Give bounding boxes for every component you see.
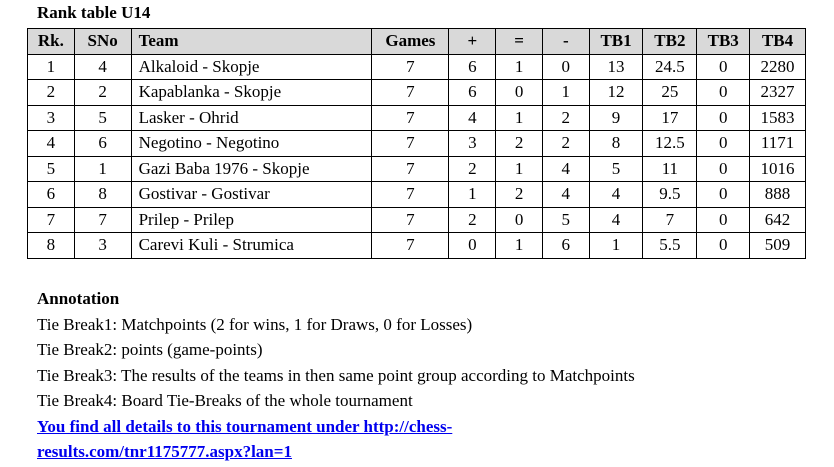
cell-tb3: 0 [697, 182, 750, 208]
header-games: Games [372, 29, 449, 55]
table-row [28, 105, 806, 131]
tie-break-3-note: Tie Break3: The results of the teams in then same point group according to Matchpoints [37, 365, 635, 385]
header-losses: - [542, 29, 589, 55]
cell-draws: 0 [496, 80, 543, 106]
header-team: Team [131, 29, 372, 55]
cell-team: Negotino - Negotino [131, 131, 372, 157]
rank-table-title: Rank table U14 [37, 3, 151, 22]
table-row [28, 54, 806, 80]
table-row [28, 131, 806, 157]
header-draws: = [496, 29, 543, 55]
header-tb4: TB4 [750, 29, 806, 55]
cell-games: 7 [372, 182, 449, 208]
cell-rank: 1 [28, 54, 75, 80]
cell-losses: 5 [542, 207, 589, 233]
tournament-link-part-1[interactable]: You find all details to this tournament under http://chess- [37, 416, 453, 436]
cell-team: Alkaloid - Skopje [131, 54, 372, 80]
cell-tb3: 0 [697, 156, 750, 182]
cell-wins: 2 [449, 156, 496, 182]
cell-games: 7 [372, 207, 449, 233]
cell-tb2: 7 [643, 207, 697, 233]
cell-sno: 3 [74, 233, 131, 259]
cell-tb4: 2280 [750, 54, 806, 80]
cell-team: Gazi Baba 1976 - Skopje [131, 156, 372, 182]
tie-break-1-note: Tie Break1: Matchpoints (2 for wins, 1 for Draws, 0 for Losses) [37, 314, 473, 334]
table-row [28, 233, 806, 259]
cell-tb2: 12.5 [643, 131, 697, 157]
cell-games: 7 [372, 80, 449, 106]
cell-rank: 2 [28, 80, 75, 106]
cell-tb2: 9.5 [643, 182, 697, 208]
cell-losses: 1 [542, 80, 589, 106]
cell-tb4: 2327 [750, 80, 806, 106]
cell-wins: 2 [449, 207, 496, 233]
cell-tb2: 24.5 [643, 54, 697, 80]
cell-draws: 2 [496, 182, 543, 208]
cell-tb3: 0 [697, 131, 750, 157]
cell-wins: 0 [449, 233, 496, 259]
cell-losses: 4 [542, 156, 589, 182]
table-header-row [28, 29, 806, 55]
cell-draws: 1 [496, 54, 543, 80]
table-body [28, 54, 806, 258]
cell-tb4: 1583 [750, 105, 806, 131]
rank-table [27, 28, 806, 259]
header-tb3: TB3 [697, 29, 750, 55]
header-tb1: TB1 [589, 29, 643, 55]
cell-tb1: 1 [589, 233, 643, 259]
cell-tb1: 5 [589, 156, 643, 182]
table-row [28, 156, 806, 182]
cell-draws: 1 [496, 156, 543, 182]
cell-games: 7 [372, 233, 449, 259]
cell-tb4: 642 [750, 207, 806, 233]
cell-sno: 6 [74, 131, 131, 157]
header-sno: SNo [74, 29, 131, 55]
cell-wins: 3 [449, 131, 496, 157]
cell-sno: 7 [74, 207, 131, 233]
cell-tb4: 888 [750, 182, 806, 208]
cell-losses: 6 [542, 233, 589, 259]
cell-draws: 1 [496, 105, 543, 131]
cell-games: 7 [372, 131, 449, 157]
cell-rank: 3 [28, 105, 75, 131]
cell-team: Lasker - Ohrid [131, 105, 372, 131]
annotation-heading: Annotation [37, 289, 120, 308]
cell-rank: 8 [28, 233, 75, 259]
cell-draws: 0 [496, 207, 543, 233]
tournament-link-part-2[interactable]: results.com/tnr1175777.aspx?lan=1 [37, 442, 292, 461]
cell-tb1: 4 [589, 207, 643, 233]
cell-tb3: 0 [697, 80, 750, 106]
table-row [28, 207, 806, 233]
cell-team: Gostivar - Gostivar [131, 182, 372, 208]
cell-sno: 8 [74, 182, 131, 208]
cell-rank: 7 [28, 207, 75, 233]
cell-rank: 6 [28, 182, 75, 208]
cell-losses: 4 [542, 182, 589, 208]
cell-tb3: 0 [697, 105, 750, 131]
cell-tb1: 13 [589, 54, 643, 80]
cell-tb3: 0 [697, 233, 750, 259]
cell-losses: 0 [542, 54, 589, 80]
cell-tb4: 509 [750, 233, 806, 259]
cell-games: 7 [372, 105, 449, 131]
cell-team: Prilep - Prilep [131, 207, 372, 233]
table-row [28, 182, 806, 208]
cell-wins: 6 [449, 54, 496, 80]
cell-tb2: 11 [643, 156, 697, 182]
tie-break-2-note: Tie Break2: points (game-points) [37, 340, 263, 359]
table-row [28, 80, 806, 106]
cell-tb1: 4 [589, 182, 643, 208]
header-rank: Rk. [28, 29, 75, 55]
cell-losses: 2 [542, 131, 589, 157]
cell-wins: 4 [449, 105, 496, 131]
cell-tb2: 17 [643, 105, 697, 131]
cell-tb1: 12 [589, 80, 643, 106]
cell-sno: 4 [74, 54, 131, 80]
cell-games: 7 [372, 54, 449, 80]
header-wins: + [449, 29, 496, 55]
cell-sno: 5 [74, 105, 131, 131]
cell-team: Kapablanka - Skopje [131, 80, 372, 106]
cell-losses: 2 [542, 105, 589, 131]
cell-tb2: 5.5 [643, 233, 697, 259]
cell-wins: 1 [449, 182, 496, 208]
cell-tb4: 1016 [750, 156, 806, 182]
cell-sno: 2 [74, 80, 131, 106]
cell-rank: 4 [28, 131, 75, 157]
cell-draws: 2 [496, 131, 543, 157]
annotation-section [37, 286, 635, 465]
cell-sno: 1 [74, 156, 131, 182]
tie-break-4-note: Tie Break4: Board Tie-Breaks of the whole tournament [37, 391, 413, 410]
cell-wins: 6 [449, 80, 496, 106]
cell-rank: 5 [28, 156, 75, 182]
cell-tb1: 9 [589, 105, 643, 131]
cell-games: 7 [372, 156, 449, 182]
cell-team: Carevi Kuli - Strumica [131, 233, 372, 259]
cell-tb1: 8 [589, 131, 643, 157]
cell-tb3: 0 [697, 207, 750, 233]
cell-tb2: 25 [643, 80, 697, 106]
header-tb2: TB2 [643, 29, 697, 55]
cell-draws: 1 [496, 233, 543, 259]
cell-tb4: 1171 [750, 131, 806, 157]
cell-tb3: 0 [697, 54, 750, 80]
